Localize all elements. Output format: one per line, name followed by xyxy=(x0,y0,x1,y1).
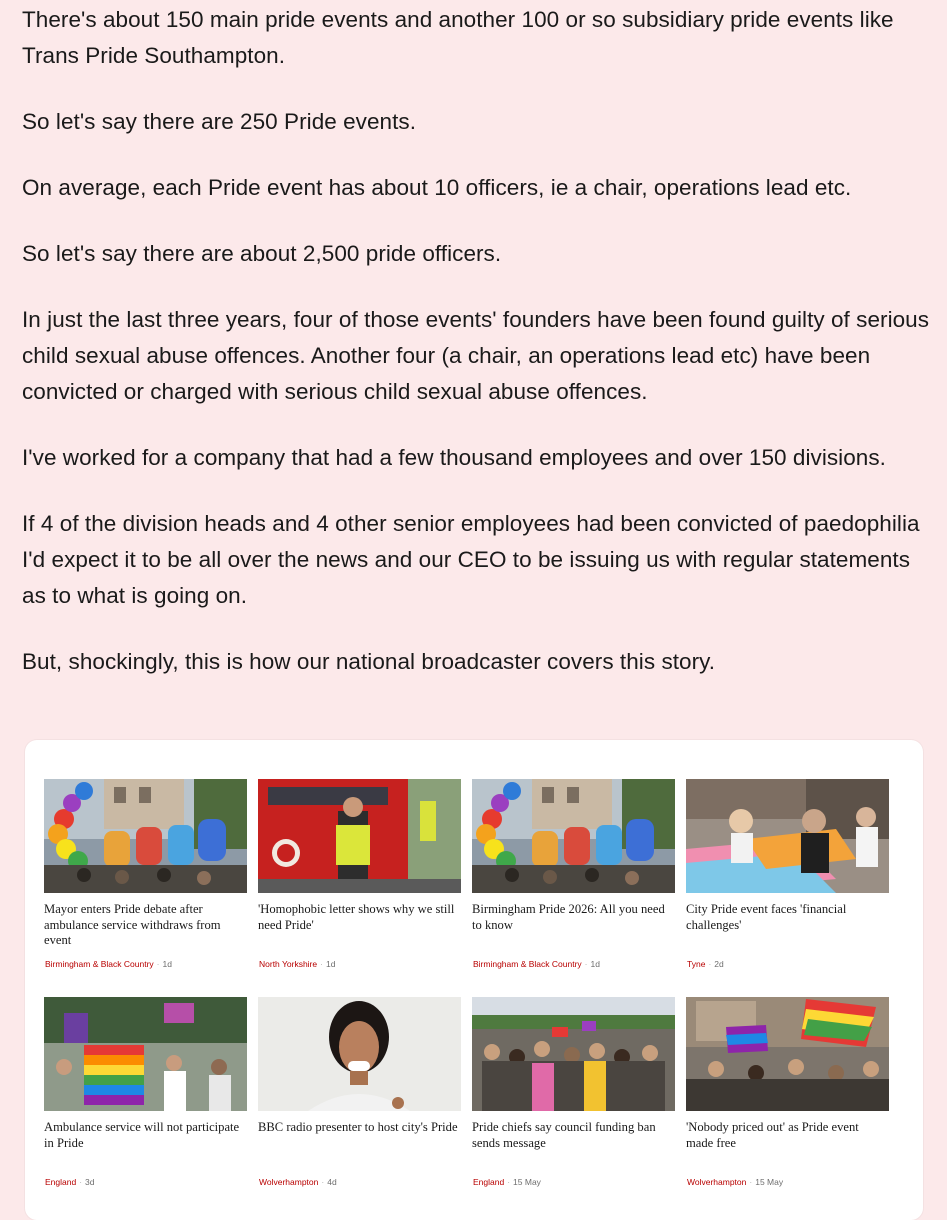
story-promo[interactable] xyxy=(472,779,675,997)
story-timestamp: 4d xyxy=(327,1177,337,1187)
pride-parade-flag-photo[interactable] xyxy=(686,779,889,893)
man-by-red-bus-photo[interactable] xyxy=(258,779,461,893)
story-timestamp: 1d xyxy=(162,959,172,969)
story-headline[interactable]: Mayor enters Pride debate after ambulance service withdraws from event xyxy=(44,902,221,947)
story-promo[interactable] xyxy=(44,997,247,1215)
pride-balloon-letters-photo[interactable] xyxy=(44,779,247,893)
story-timestamp: 3d xyxy=(85,1177,95,1187)
meta-separator: · xyxy=(708,959,712,969)
meta-separator: · xyxy=(749,1177,753,1187)
story-meta xyxy=(259,1177,337,1187)
story-headline[interactable]: 'Homophobic letter shows why we still need Pride' xyxy=(258,902,455,932)
story-headline[interactable]: Birmingham Pride 2026: All you need to know xyxy=(472,902,665,932)
story-location-link[interactable]: Tyne xyxy=(687,959,706,969)
story-meta xyxy=(45,959,172,969)
story-headline[interactable]: City Pride event faces 'financial challenges' xyxy=(686,902,847,932)
story-meta xyxy=(687,959,724,969)
story-location-link[interactable]: North Yorkshire xyxy=(259,959,318,969)
pride-balloon-letters-photo[interactable] xyxy=(472,779,675,893)
story-meta xyxy=(473,959,600,969)
meta-separator: · xyxy=(320,959,323,969)
story-promo[interactable] xyxy=(472,997,675,1215)
post-paragraph: I've worked for a company that had a few thousand employees and over 150 divisions. xyxy=(22,445,886,470)
story-promo[interactable] xyxy=(686,779,889,997)
story-meta xyxy=(687,1177,783,1187)
story-headline[interactable]: Ambulance service will not participate in Pride xyxy=(44,1120,240,1150)
story-headline[interactable]: BBC radio presenter to host city's Pride xyxy=(258,1120,458,1134)
meta-separator: · xyxy=(79,1177,83,1187)
post-text xyxy=(22,2,932,680)
post-paragraph: But, shockingly, this is how our national broadcaster covers this story. xyxy=(22,649,716,674)
post-paragraph: In just the last three years, four of those events' founders have been found guilty of serious child sexual abuse offences. Another four (a chair, an operations lead etc) have been convicted or charged with serious child sexual abuse offences. xyxy=(22,307,930,404)
story-promo[interactable] xyxy=(686,997,889,1215)
post-paragraph: So let's say there are 250 Pride events. xyxy=(22,109,417,134)
story-location-link[interactable]: Wolverhampton xyxy=(259,1177,319,1187)
story-grid xyxy=(44,779,890,1215)
story-meta xyxy=(259,959,335,969)
meta-separator: · xyxy=(507,1177,511,1187)
story-headline[interactable]: 'Nobody priced out' as Pride event made free xyxy=(686,1120,859,1150)
story-promo[interactable] xyxy=(258,997,461,1215)
story-location-link[interactable]: Birmingham & Black Country xyxy=(473,959,582,969)
story-timestamp: 15 May xyxy=(513,1177,541,1187)
story-promo[interactable] xyxy=(44,779,247,997)
story-timestamp: 15 May xyxy=(755,1177,784,1187)
meta-separator: · xyxy=(156,959,160,969)
radio-presenter-portrait-photo[interactable] xyxy=(258,997,461,1111)
parade-crowd-flags-photo[interactable] xyxy=(44,997,247,1111)
story-headline[interactable]: Pride chiefs say council funding ban sends message xyxy=(472,1120,656,1150)
meta-separator: · xyxy=(321,1177,325,1187)
post-paragraph: If 4 of the division heads and 4 other senior employees had been convicted of paedophilia I'd expect it to be all over the news and our CEO to be issuing us with regular statements as to what is going on. xyxy=(22,511,920,608)
street-crowd-rainbow-flags-photo[interactable] xyxy=(686,997,889,1111)
post-paragraph: There's about 150 main pride events and another 100 or so subsidiary pride events like Trans Pride Southampton. xyxy=(22,7,894,68)
story-timestamp: 2d xyxy=(714,959,724,969)
post-paragraph: On average, each Pride event has about 10 officers, ie a chair, operations lead etc. xyxy=(22,175,852,200)
story-meta xyxy=(473,1177,541,1187)
meta-separator: · xyxy=(584,959,588,969)
story-location-link[interactable]: Wolverhampton xyxy=(687,1177,747,1187)
story-timestamp: 1d xyxy=(325,959,336,969)
story-location-link[interactable]: England xyxy=(45,1177,77,1187)
story-promo[interactable] xyxy=(258,779,461,997)
festival-crowd-photo[interactable] xyxy=(472,997,675,1111)
story-timestamp: 1d xyxy=(590,959,600,969)
post-paragraph: So let's say there are about 2,500 pride officers. xyxy=(22,241,502,266)
news-screenshot-card xyxy=(25,740,923,1220)
story-meta xyxy=(45,1177,95,1187)
story-location-link[interactable]: England xyxy=(473,1177,505,1187)
story-location-link[interactable]: Birmingham & Black Country xyxy=(45,959,154,969)
